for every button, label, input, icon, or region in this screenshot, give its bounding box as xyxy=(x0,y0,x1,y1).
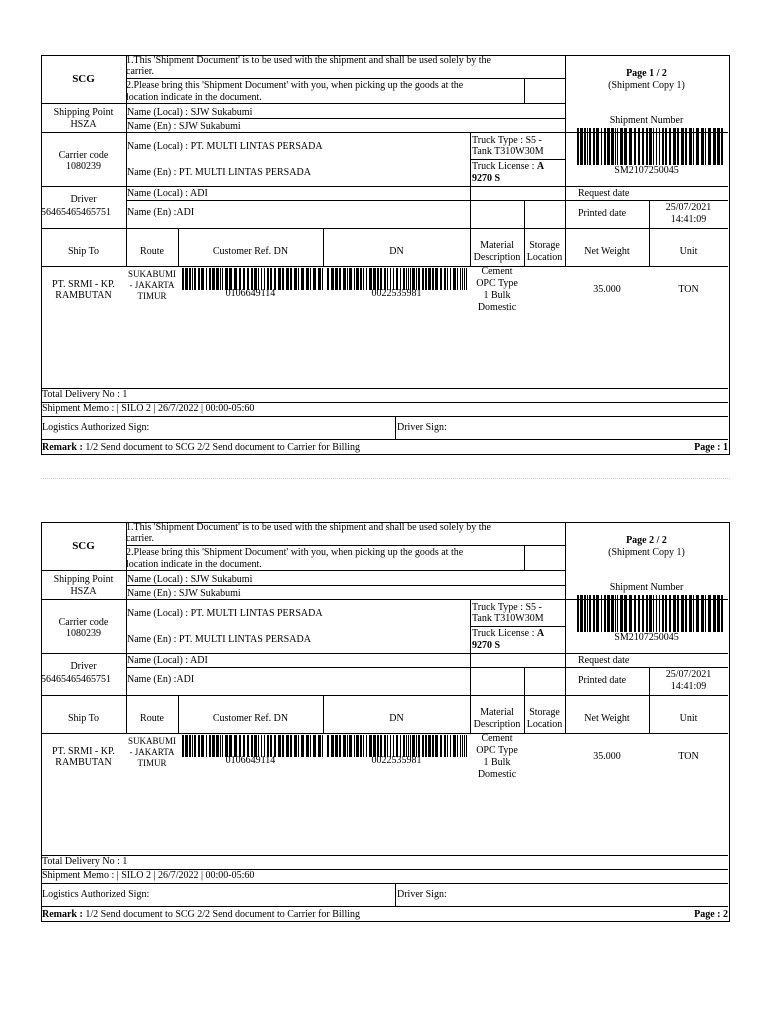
col-unit: Unit xyxy=(679,713,698,724)
material-3: 1 Bulk xyxy=(483,757,511,768)
instruction-2-cont: location indicate in the document. xyxy=(126,92,262,103)
instruction-1-cont: carrier. xyxy=(126,66,155,77)
route-2: - JAKARTA xyxy=(129,280,175,290)
page-number: Page 2 / 2 xyxy=(626,535,667,546)
material-2: OPC Type xyxy=(476,745,518,756)
material-1: Cement xyxy=(481,733,513,744)
customer-ref-number: 0106649114 xyxy=(225,288,276,299)
carrier-name-local: Name (Local) : PT. MULTI LINTAS PERSADA xyxy=(127,608,323,619)
total-delivery: Total Delivery No : 1 xyxy=(42,389,128,400)
page-footer: Page : 2 xyxy=(694,909,728,920)
truck-type-model: Tank T310W30M xyxy=(472,146,544,157)
shipping-point-name-en: Name (En) : SJW Sukabumi xyxy=(127,121,241,132)
truck-type-model: Tank T310W30M xyxy=(472,613,544,624)
driver-sign-label: Driver Sign: xyxy=(397,889,447,900)
material-4: Domestic xyxy=(477,769,517,780)
carrier-name-en: Name (En) : PT. MULTI LINTAS PERSADA xyxy=(127,634,311,645)
carrier-code: 1080239 xyxy=(66,628,101,639)
driver-name-local: Name (Local) : ADI xyxy=(127,188,208,199)
driver-id: 56465465465751 xyxy=(41,207,111,218)
col-net-weight: Net Weight xyxy=(584,713,630,724)
driver-name-local: Name (Local) : ADI xyxy=(127,655,208,666)
route-3: TIMUR xyxy=(137,291,167,301)
remark: Remark : 1/2 Send document to SCG 2/2 Send document to Carrier for Billing xyxy=(42,442,361,453)
unit: TON xyxy=(678,284,699,295)
printed-date: 25/07/2021 xyxy=(665,669,712,680)
customer-ref-barcode xyxy=(182,735,323,757)
shipping-point-code: HSZA xyxy=(70,119,97,130)
carrier-name-en: Name (En) : PT. MULTI LINTAS PERSADA xyxy=(127,167,311,178)
ship-to-name: PT. SRMI - KP. xyxy=(52,746,115,757)
col-material-2: Description xyxy=(473,719,521,730)
logistics-sign-label: Logistics Authorized Sign: xyxy=(42,422,150,433)
ship-to-name-2: RAMBUTAN xyxy=(55,290,112,301)
col-storage-2: Location xyxy=(526,252,563,263)
shipment-page-1 xyxy=(41,55,730,469)
driver-name-en: Name (En) :ADI xyxy=(127,674,195,685)
material-1: Cement xyxy=(481,266,513,277)
col-unit: Unit xyxy=(679,246,698,257)
driver-sign-label: Driver Sign: xyxy=(397,422,447,433)
shipping-point-name-en: Name (En) : SJW Sukabumi xyxy=(127,588,241,599)
net-weight: 35.000 xyxy=(593,284,621,295)
shipment-memo: Shipment Memo : | SILO 2 | 26/7/2022 | 00:00-05:60 xyxy=(42,870,255,881)
printed-date: 25/07/2021 xyxy=(665,202,712,213)
customer-ref-barcode xyxy=(182,268,323,290)
instruction-2-cont: location indicate in the document. xyxy=(126,559,262,570)
request-date-label: Request date xyxy=(578,655,630,666)
shipping-point-code: HSZA xyxy=(70,586,97,597)
instruction-1: 1.This 'Shipment Document' is to be used with the shipment and shall be used solely by the xyxy=(126,522,491,533)
shipping-point-name-local: Name (Local) : SJW Sukabumi xyxy=(127,107,253,118)
dn-barcode xyxy=(327,268,467,290)
unit: TON xyxy=(678,751,699,762)
shipment-memo: Shipment Memo : | SILO 2 | 26/7/2022 | 00:00-05:60 xyxy=(42,403,255,414)
truck-type: Truck Type : S5 - xyxy=(472,602,542,613)
route-1: SUKABUMI xyxy=(127,736,176,746)
col-route: Route xyxy=(140,713,164,724)
company-name: SCG xyxy=(72,73,95,85)
shipping-point-name-local: Name (Local) : SJW Sukabumi xyxy=(127,574,253,585)
truck-license-number: 9270 S xyxy=(472,640,501,651)
col-storage: Storage xyxy=(529,707,560,718)
total-delivery: Total Delivery No : 1 xyxy=(42,856,128,867)
material-3: 1 Bulk xyxy=(483,290,511,301)
printed-date-label: Printed date xyxy=(578,675,627,686)
shipment-barcode xyxy=(577,128,723,165)
dn-number: 0022535981 xyxy=(371,288,422,299)
printed-time: 14:41:09 xyxy=(670,214,707,225)
col-storage: Storage xyxy=(529,240,560,251)
dn-number: 0022535981 xyxy=(371,755,422,766)
remark: Remark : 1/2 Send document to SCG 2/2 Send document to Carrier for Billing xyxy=(42,909,361,920)
truck-license-number: 9270 S xyxy=(472,173,501,184)
copy-label: (Shipment Copy 1) xyxy=(608,80,685,91)
company-name: SCG xyxy=(72,540,95,552)
ship-to-name-2: RAMBUTAN xyxy=(55,757,112,768)
shipping-point-label: Shipping Point xyxy=(53,574,114,585)
driver-name-en: Name (En) :ADI xyxy=(127,207,195,218)
truck-license: Truck License : A xyxy=(472,628,545,639)
shipping-point-label: Shipping Point xyxy=(53,107,114,118)
driver-label: Driver xyxy=(70,194,97,205)
page-number: Page 1 / 2 xyxy=(626,68,667,79)
dn-barcode xyxy=(327,735,467,757)
shipment-page-2 xyxy=(41,522,730,936)
copy-label: (Shipment Copy 1) xyxy=(608,547,685,558)
col-route: Route xyxy=(140,246,164,257)
net-weight: 35.000 xyxy=(593,751,621,762)
route-1: SUKABUMI xyxy=(127,269,176,279)
col-dn: DN xyxy=(389,713,404,724)
shipment-number: SM2107250045 xyxy=(614,165,679,176)
route-3: TIMUR xyxy=(137,758,167,768)
carrier-code-label: Carrier code xyxy=(58,617,109,628)
col-material: Material xyxy=(480,707,514,718)
logistics-sign-label: Logistics Authorized Sign: xyxy=(42,889,150,900)
page-separator xyxy=(41,478,730,479)
carrier-code-label: Carrier code xyxy=(58,150,109,161)
customer-ref-number: 0106649114 xyxy=(225,755,276,766)
printed-date-label: Printed date xyxy=(578,208,627,219)
carrier-code: 1080239 xyxy=(66,161,101,172)
printed-time: 14:41:09 xyxy=(670,681,707,692)
col-dn: DN xyxy=(389,246,404,257)
page-footer: Page : 1 xyxy=(694,442,728,453)
shipment-number-label: Shipment Number xyxy=(609,582,684,593)
col-customer-ref: Customer Ref. DN xyxy=(212,246,289,257)
route-2: - JAKARTA xyxy=(129,747,175,757)
carrier-name-local: Name (Local) : PT. MULTI LINTAS PERSADA xyxy=(127,141,323,152)
col-storage-2: Location xyxy=(526,719,563,730)
driver-label: Driver xyxy=(70,661,97,672)
ship-to-name: PT. SRMI - KP. xyxy=(52,279,115,290)
col-ship-to: Ship To xyxy=(67,246,100,257)
driver-id: 56465465465751 xyxy=(41,674,111,685)
truck-type: Truck Type : S5 - xyxy=(472,135,542,146)
instruction-2: 2.Please bring this 'Shipment Document' with you, when picking up the goods at the xyxy=(126,547,464,558)
shipment-barcode xyxy=(577,595,723,632)
instruction-1-cont: carrier. xyxy=(126,533,155,544)
shipment-number: SM2107250045 xyxy=(614,632,679,643)
instruction-2: 2.Please bring this 'Shipment Document' with you, when picking up the goods at the xyxy=(126,80,464,91)
request-date-label: Request date xyxy=(578,188,630,199)
material-4: Domestic xyxy=(477,302,517,313)
col-material: Material xyxy=(480,240,514,251)
instruction-1: 1.This 'Shipment Document' is to be used with the shipment and shall be used solely by the xyxy=(126,55,491,66)
col-customer-ref: Customer Ref. DN xyxy=(212,713,289,724)
truck-license: Truck License : A xyxy=(472,161,545,172)
material-2: OPC Type xyxy=(476,278,518,289)
col-material-2: Description xyxy=(473,252,521,263)
col-net-weight: Net Weight xyxy=(584,246,630,257)
col-ship-to: Ship To xyxy=(67,713,100,724)
shipment-number-label: Shipment Number xyxy=(609,115,684,126)
